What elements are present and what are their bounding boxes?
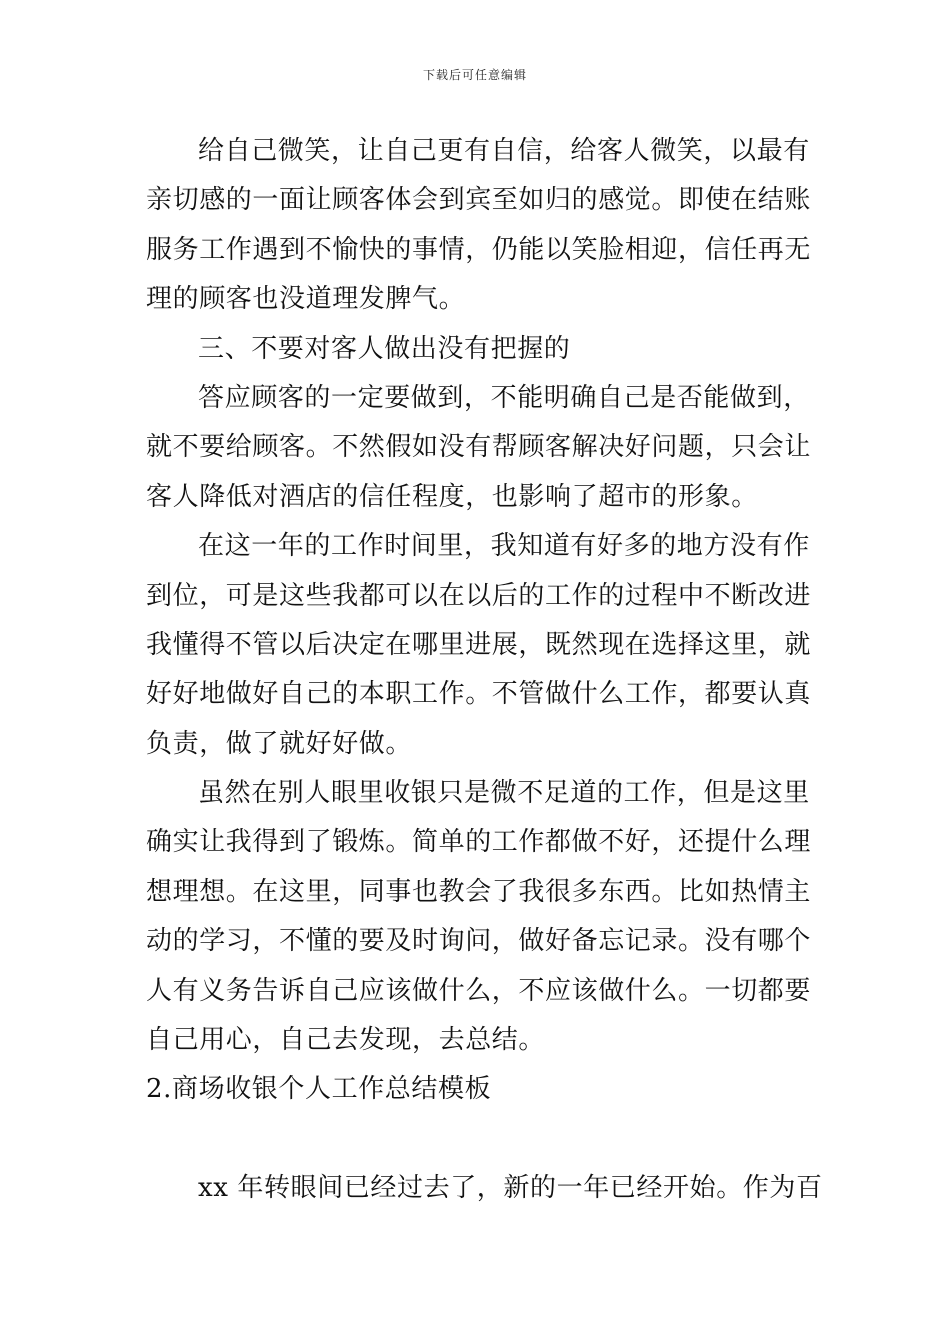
paragraph-line: 动的学习，不懂的要及时询问，做好备忘记录。没有哪个 — [146, 926, 812, 957]
section-heading: 三、不要对客人做出没有把握的 — [198, 333, 571, 364]
paragraph-line: 人有义务告诉自己应该做什么，不应该做什么。一切都要 — [146, 975, 812, 1006]
page-header: 下载后可任意编辑 — [422, 68, 527, 82]
paragraph-line: 答应顾客的一定要做到，不能明确自己是否能做到， — [198, 382, 810, 413]
paragraph-line: xx 年转眼间已经过去了，新的一年已经开始。作为百 — [198, 1173, 823, 1204]
paragraph-line: 负责，做了就好好做。 — [146, 728, 413, 759]
paragraph-line: 到位，可是这些我都可以在以后的工作的过程中不断改进 — [146, 580, 812, 611]
paragraph-line: 我懂得不管以后决定在哪里进展，既然现在选择这里，就 — [146, 629, 812, 660]
blank-line — [146, 1115, 810, 1164]
paragraph-line: 想理想。在这里，同事也教会了我很多东西。比如热情主 — [146, 876, 812, 907]
paragraph-line: 在这一年的工作时间里，我知道有好多的地方没有作 — [198, 531, 810, 562]
paragraph-line: 虽然在别人眼里收银只是微不足道的工作，但是这里 — [198, 778, 810, 809]
paragraph-line: 客人降低对酒店的信任程度，也影响了超市的形象。 — [146, 481, 758, 512]
paragraph-line: 给自己微笑，让自己更有自信，给客人微笑，以最有 — [198, 136, 810, 166]
paragraph-line: 确实让我得到了锻炼。简单的工作都做不好，还提什么理 — [146, 827, 812, 858]
document-body — [146, 127, 823, 1214]
section-title: 2.商场收银个人工作总结模板 — [146, 1074, 492, 1105]
paragraph-line: 亲切感的一面让顾客体会到宾至如归的感觉。即使在结账 — [146, 185, 812, 216]
paragraph-line: 好好地做好自己的本职工作。不管做什么工作，都要认真 — [146, 679, 812, 710]
paragraph-line: 理的顾客也没道理发脾气。 — [146, 284, 466, 315]
paragraph-line: 服务工作遇到不愉快的事情，仍能以笑脸相迎，信任再无 — [146, 234, 812, 265]
paragraph-line: 就不要给顾客。不然假如没有帮顾客解决好问题，只会让 — [146, 432, 812, 463]
paragraph-line: 自己用心，自己去发现，去总结。 — [146, 1025, 546, 1056]
